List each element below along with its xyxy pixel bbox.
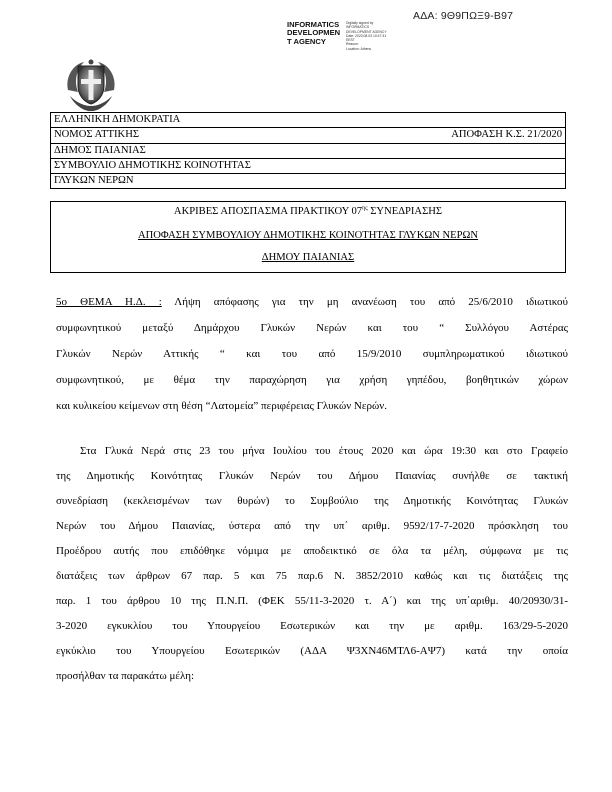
info-row — [51, 128, 566, 143]
topic-line: και κυλικείου κείμενων στη θέση “Λατομεία” περιφέρειας Γλυκών Νερών. — [56, 400, 387, 412]
signature-detail-line: EEST — [346, 38, 355, 43]
topic-text: Λήψη απόφασης για την μη ανανέωση του από 25/6/2010 ιδιωτικού — [161, 296, 568, 308]
signature-agency-name — [287, 21, 340, 46]
info-row — [51, 143, 566, 158]
topic-line: συμφωνητικού μεταξύ Δημάρχου Γλυκών Νερών και του “ Συλλόγου Αστέρας — [56, 322, 568, 334]
info-cell: ΝΟΜΟΣ ΑΤΤΙΚΗΣ — [51, 128, 277, 143]
agency-line: T AGENCY — [287, 36, 326, 46]
body-line: προσήλθαν τα παρακάτω μέλη: — [56, 670, 194, 682]
ada-code: ΑΔΑ: 9Θ9ΠΩΞ9-Β97 — [413, 10, 514, 22]
body-line: της Δημοτικής Κοινότητας Γλυκών Νερών του Δήμου Παιανίας συνήλθε σε τακτική — [56, 470, 568, 482]
body-line: διατάξεις των άρθρων 67 παρ. 5 και 75 παρ.6 Ν. 3852/2010 καθώς και τις διατάξεις της — [56, 570, 568, 582]
agency-line: INFORMATICS — [287, 20, 340, 29]
greek-coat-of-arms-icon — [62, 56, 120, 114]
body-line: παρ. 1 του άρθρου 10 της Π.Ν.Π. (ΦΕΚ 55/11-3-2020 τ. Α΄) και της υπ΄αριθμ. 40/20930/31- — [56, 595, 568, 607]
agency-line: DEVELOPMEN — [287, 28, 341, 38]
info-cell: ΔΗΜΟΣ ΠΑΙΑΝΙΑΣ — [51, 143, 566, 158]
extract-title-text: ΑΚΡΙΒΕΣ ΑΠΟΣΠΑΣΜΑ ΠΡΑΚΤΙΚΟΥ 07 — [173, 206, 363, 217]
info-row — [51, 158, 566, 173]
signature-detail-line: DEVELOPMENT AGENCY — [346, 29, 387, 34]
topic-line — [56, 296, 568, 308]
signature-detail-line: Date: 2020.08.03 10:47:31 — [346, 33, 387, 38]
info-row — [51, 113, 566, 128]
signature-detail-line: Digitally signed by — [346, 21, 374, 25]
body-line: συνεδρίαση (κεκλεισμένων των θυρών) το Συμβούλιο της Δημοτικής Κοινότητας Γλυκών — [56, 495, 568, 507]
topic-line: Γλυκών Νερών Αττικής “ και του από 15/9/2010 συμπληρωματικού ιδιωτικού — [56, 348, 568, 360]
body-line: Νερών του Δήμου Παιανίας, ύστερα από την υπ΄ αριθμ. 9592/17-7-2020 πρόσκληση του — [56, 520, 568, 532]
info-cell: ΓΛΥΚΩΝ ΝΕΡΩΝ — [51, 174, 566, 189]
municipality-title: ΔΗΜΟΥ ΠΑΙΑΝΙΑΣ — [261, 252, 355, 263]
digital-signature-details — [346, 21, 387, 51]
body-line: Στα Γλυκά Νερά στις 23 του μήνα Ιουλίου του έτους 2020 και ώρα 19:30 και στο Γραφείο — [80, 445, 568, 457]
info-cell: ΕΛΛΗΝΙΚΗ ΔΗΜΟΚΡΑΤΙΑ — [51, 113, 566, 128]
ordinal-suffix: ης — [362, 205, 368, 212]
body-line: 3-2020 εγκυκλίου του Υπουργείου Εσωτερικών και την με αριθμ. 163/29-5-2020 — [56, 620, 568, 632]
info-cell: ΣΥΜΒΟΥΛΙΟ ΔΗΜΟΤΙΚΗΣ ΚΟΙΝΟΤΗΤΑΣ — [51, 158, 566, 173]
signature-detail-line: INFORMATICS — [346, 25, 370, 30]
signature-detail-line: Location: Athens — [346, 46, 372, 51]
decision-number: ΑΠΟΦΑΣΗ Κ.Σ. 21/2020 — [276, 128, 565, 143]
info-row — [51, 174, 566, 189]
topic-label: 5ο ΘΕΜΑ Η.Δ. : — [56, 296, 162, 308]
extract-title-text: ΣΥΝΕΔΡΙΑΣΗΣ — [367, 206, 443, 217]
document-info-table — [50, 112, 566, 189]
body-line: εγκύκλιο του Υπουργείου Εσωτερικών (ΑΔΑ Ψ3ΧΝ46ΜΤΛ6-ΑΨ7) κατά την οποία — [56, 645, 568, 657]
signature-detail-line: Reason: — [346, 42, 359, 47]
extract-title-box — [50, 201, 566, 273]
extract-title — [51, 206, 565, 217]
body-line: Προέδρου αυτής που επιδόθηκε νόμιμα με αποδεικτικό σε όλα τα μέλη, σύμφωνα με τις — [56, 545, 568, 557]
topic-line: συμφωνητικού, με θέμα την παραχώρηση για χρήση γηπέδου, βοηθητικών χώρων — [56, 374, 568, 386]
decision-title: ΑΠΟΦΑΣΗ ΣΥΜΒΟΥΛΙΟΥ ΔΗΜΟΤΙΚΗΣ ΚΟΙΝΟΤΗΤΑΣ ΓΛΥΚΩΝ ΝΕΡΩΝ — [137, 230, 479, 241]
